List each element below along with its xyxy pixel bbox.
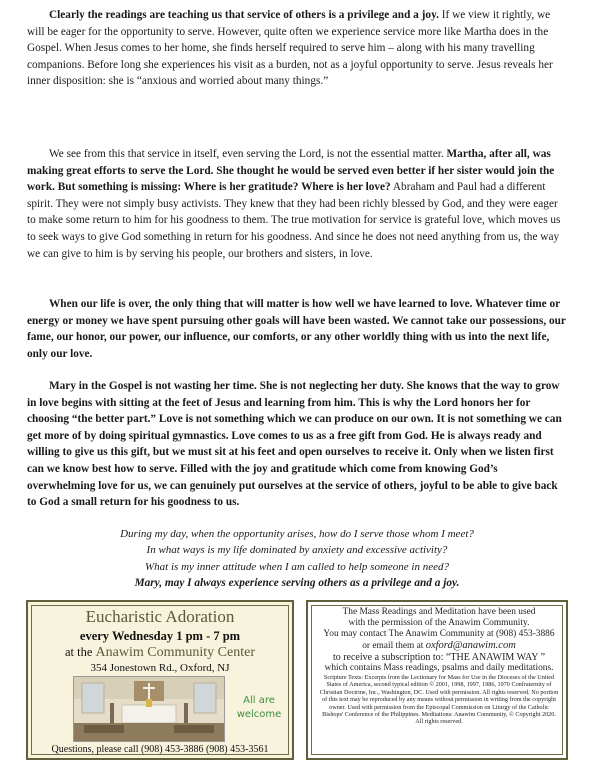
email-link[interactable]: oxford@anawim.com <box>425 640 516 651</box>
info-text <box>318 607 560 726</box>
chapel-photo-image <box>74 677 224 741</box>
info-line-2: with the permission of the Anawim Community. <box>348 618 530 628</box>
reflection-questions <box>27 526 567 592</box>
paragraph-4-bold: Mary in the Gospel is not wasting her time. She is not neglecting her duty. She knows that the way to grow in love begins with sitting at the feet of Jesus and learning from him. This is why the Lord honors her for choosing “the better part.” Love is not something which we can produce on our own. It is not something we can get more of by doing spiritual gymnastics. Love comes to us as a free gift from God. He is always ready and willing to give us this gift, but we must sit at his feet and open ourselves to receive it. Only when we listen first can we know best how to serve. Filled with the joy and gratitude which come from knowing God’s overwhelming love for us, we can genuinely put ourselves at the service of others, joyful to be able to give back to God a small return for his goodness to us. <box>27 380 562 509</box>
welcome-line-1: All are <box>243 695 275 706</box>
paragraph-2 <box>27 146 567 262</box>
adoration-at: at the <box>65 645 96 659</box>
question-2: In what ways is my life dominated by anxiety and excessive activity? <box>146 544 448 557</box>
adoration-title: Eucharistic Adoration <box>85 607 235 626</box>
adoration-location <box>28 645 292 661</box>
chapel-photo <box>73 676 225 742</box>
adoration-schedule: every Wednesday 1 pm - 7 pm <box>79 629 241 643</box>
subscription-info-box <box>306 600 568 760</box>
copyright-notice: Scripture Texts: Excerpts from the Lectionary for Mass for Use in the Dioceses of the United States of America, second typical edition © 2001, 1998, 1997, 1986, 1970 Confraternity of Christian Doctrine, Inc., Washington, DC. Used with permission. All rights reserved. No portion of this text may be reproduced by any means without permission in writing from the copyright owner. Used with permission from the Episcopal Commission on Liturgy of the Catholic Bishops' Conference of the Philippines. Meditations: Anawim Community, © Copyright 2020. All rights reserved. <box>319 674 559 726</box>
info-line-5: to receive a subscription to: “THE ANAWIM WAY ” <box>332 652 546 663</box>
all-are-welcome <box>226 694 292 722</box>
info-line-3: You may contact The Anawim Community at (908) 453-3886 <box>323 629 555 639</box>
paragraph-3 <box>27 296 567 362</box>
adoration-contact: Questions, please call (908) 453-3886 (908) 453-3561 <box>51 744 269 755</box>
welcome-line-2: welcome <box>236 709 282 720</box>
paragraph-1-bold: Clearly the readings are teaching us that service of others is a privilege and a joy. <box>49 9 439 21</box>
adoration-box <box>26 600 294 760</box>
info-line-1: The Mass Readings and Meditation have been used <box>342 607 536 617</box>
paragraph-2-text-b: Abraham and Paul had a different spirit. They were not simply busy activists. They knew that they had been richly blessed by God, and they were eager to make some return to him for his goodness to them. The true motivation for service is grateful love, which moves us to seek ways to give God something in return for his goodness. And since he does not need anything from us, the way we can give to him is by serving his people, our brothers and sisters, in love. <box>27 181 561 260</box>
paragraph-4 <box>27 378 567 511</box>
adoration-address: 354 Jonestown Rd., Oxford, NJ <box>90 662 230 674</box>
question-1: During my day, when the opportunity arises, how do I serve those whom I meet? <box>120 528 474 540</box>
question-3: What is my inner attitude when I am called to help someone in need? <box>145 560 449 573</box>
paragraph-2-bold: Martha, after all, was making great efforts to serve the Lord. She thought he would be served even better if her sister would join the work. But something is missing: Where is her gratitude? Where is her love? <box>27 148 555 194</box>
paragraph-3-bold: When our life is over, the only thing that will matter is how well we have learned to love. Whatever time or energy or money we have spent pursuing other goals will have been wasted. We cannot take our possessions, our fame, our honor, our power, our influence, our comforts, or any other worldly thing with us into the next life, only our love. <box>27 298 566 360</box>
paragraph-1 <box>27 7 567 90</box>
closing-prayer: Mary, may I always experience serving others as a privilege and a joy. <box>134 577 460 590</box>
adoration-center-name: Anawim Community Center <box>95 645 255 660</box>
paragraph-2-text-a: We see from this that service in itself, even serving the Lord, is not the essential matter. <box>49 148 447 160</box>
info-email-prefix: or email them at <box>362 641 426 651</box>
info-line-6: which contains Mass readings, psalms and daily meditations. <box>324 663 554 673</box>
info-line-4 <box>318 640 560 652</box>
paragraph-1-text: If we view it rightly, we will be eager for the opportunity to serve. However, quite often we experience service more like Martha does in the Gospel. When Jesus comes to her home, she finds herself required to serve him – along with his many travelling companions. Before long she experiences his visit as a burden, not as a joyful opportunity to serve. Jesus reveals her inner disposition: she is “anxious and worried about many things.” <box>27 9 553 88</box>
